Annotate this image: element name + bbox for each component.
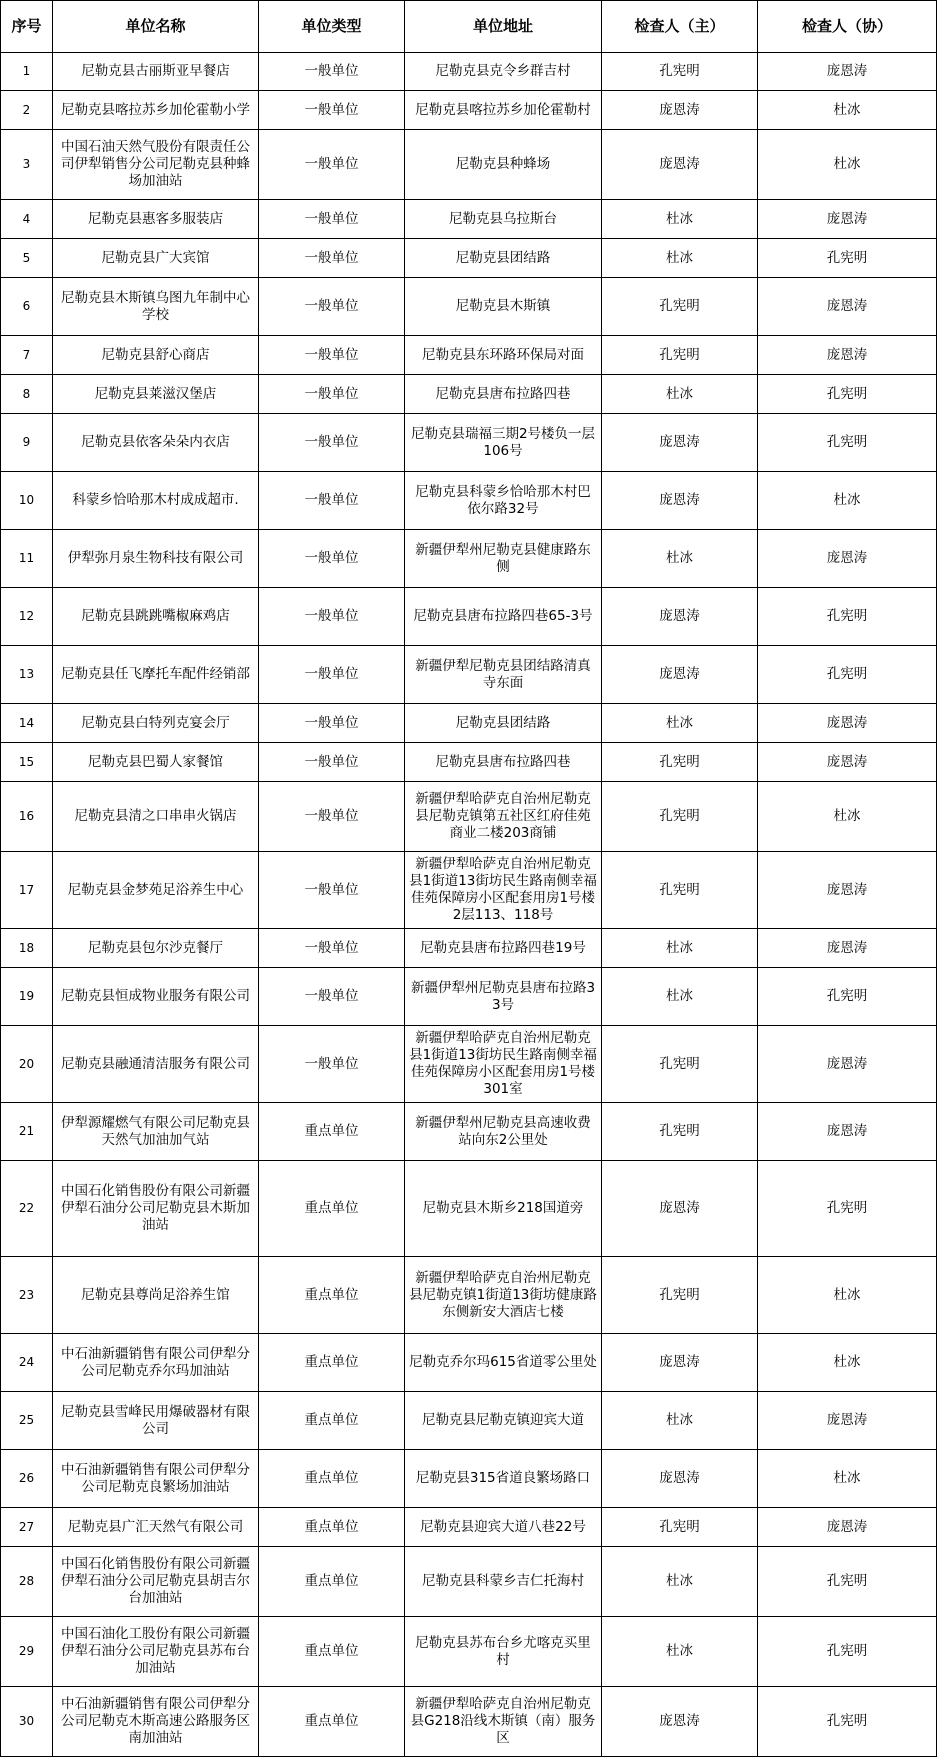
table-row xyxy=(1,375,937,414)
inspector-assist: 杜冰 xyxy=(758,130,937,200)
unit-address: 尼勒克县迎宾大道八巷22号 xyxy=(405,1508,602,1547)
header-inspector-assist: 检查人（协） xyxy=(758,1,937,53)
table-row xyxy=(1,91,937,130)
unit-name: 尼勒克县舒心商店 xyxy=(53,336,259,375)
row-index: 17 xyxy=(1,852,53,929)
table-row xyxy=(1,414,937,472)
unit-type: 一般单位 xyxy=(259,278,405,336)
inspector-main: 杜冰 xyxy=(602,530,758,588)
table-row xyxy=(1,852,937,929)
unit-type: 一般单位 xyxy=(259,53,405,91)
unit-address: 新疆伊犁哈萨克自治州尼勒克县尼勒克镇1街道13街坊健康路东侧新安大酒店七楼 xyxy=(405,1257,602,1334)
inspector-assist: 杜冰 xyxy=(758,472,937,530)
unit-name: 伊犁源耀燃气有限公司尼勒克县天然气加油加气站 xyxy=(53,1103,259,1161)
row-index: 12 xyxy=(1,588,53,646)
inspector-assist: 庞恩涛 xyxy=(758,704,937,743)
inspector-main: 杜冰 xyxy=(602,375,758,414)
inspector-main: 孔宪明 xyxy=(602,278,758,336)
inspector-main: 孔宪明 xyxy=(602,53,758,91)
table-row xyxy=(1,200,937,239)
unit-address: 尼勒克县唐布拉路四巷 xyxy=(405,375,602,414)
unit-address: 新疆伊犁哈萨克自治州尼勒克县1街道13街坊民生路南侧幸福佳苑保障房小区配套用房1号楼2层113、118号 xyxy=(405,852,602,929)
unit-type: 一般单位 xyxy=(259,414,405,472)
unit-type: 一般单位 xyxy=(259,130,405,200)
header-inspector-main: 检查人（主） xyxy=(602,1,758,53)
inspector-main: 孔宪明 xyxy=(602,1026,758,1103)
table-row xyxy=(1,588,937,646)
inspector-assist: 庞恩涛 xyxy=(758,336,937,375)
inspector-assist: 庞恩涛 xyxy=(758,278,937,336)
unit-type: 重点单位 xyxy=(259,1334,405,1392)
inspector-main: 庞恩涛 xyxy=(602,1161,758,1257)
unit-address: 尼勒克县团结路 xyxy=(405,239,602,278)
unit-address: 尼勒克县团结路 xyxy=(405,704,602,743)
row-index: 30 xyxy=(1,1687,53,1757)
inspector-main: 庞恩涛 xyxy=(602,1450,758,1508)
header-row xyxy=(1,1,937,53)
unit-type: 一般单位 xyxy=(259,704,405,743)
unit-type: 一般单位 xyxy=(259,91,405,130)
row-index: 28 xyxy=(1,1547,53,1617)
table-row xyxy=(1,278,937,336)
unit-address: 尼勒克县喀拉苏乡加伦霍勒村 xyxy=(405,91,602,130)
inspector-assist: 孔宪明 xyxy=(758,414,937,472)
table-row xyxy=(1,1617,937,1687)
inspector-assist: 庞恩涛 xyxy=(758,53,937,91)
row-index: 6 xyxy=(1,278,53,336)
unit-name: 尼勒克县广大宾馆 xyxy=(53,239,259,278)
inspector-assist: 杜冰 xyxy=(758,782,937,852)
unit-address: 尼勒克县尼勒克镇迎宾大道 xyxy=(405,1392,602,1450)
row-index: 15 xyxy=(1,743,53,782)
inspector-assist: 孔宪明 xyxy=(758,375,937,414)
inspector-main: 孔宪明 xyxy=(602,336,758,375)
row-index: 24 xyxy=(1,1334,53,1392)
inspector-assist: 杜冰 xyxy=(758,1257,937,1334)
table-row xyxy=(1,1103,937,1161)
inspector-main: 孔宪明 xyxy=(602,782,758,852)
table-row xyxy=(1,968,937,1026)
inspector-main: 杜冰 xyxy=(602,929,758,968)
unit-type: 一般单位 xyxy=(259,1026,405,1103)
unit-address: 尼勒克县科蒙乡恰哈那木村巴依尔路32号 xyxy=(405,472,602,530)
table-row xyxy=(1,530,937,588)
row-index: 23 xyxy=(1,1257,53,1334)
inspector-assist: 庞恩涛 xyxy=(758,743,937,782)
unit-address: 新疆伊犁州尼勒克县唐布拉路33号 xyxy=(405,968,602,1026)
row-index: 21 xyxy=(1,1103,53,1161)
unit-type: 一般单位 xyxy=(259,588,405,646)
row-index: 10 xyxy=(1,472,53,530)
row-index: 9 xyxy=(1,414,53,472)
header-unit-address: 单位地址 xyxy=(405,1,602,53)
unit-address: 新疆伊犁哈萨克自治州尼勒克县1街道13街坊民生路南侧幸福佳苑保障房小区配套用房1号楼301室 xyxy=(405,1026,602,1103)
unit-type: 重点单位 xyxy=(259,1687,405,1757)
unit-type: 重点单位 xyxy=(259,1161,405,1257)
inspector-assist: 孔宪明 xyxy=(758,1617,937,1687)
table-row xyxy=(1,1161,937,1257)
unit-name: 中国石化销售股份有限公司新疆伊犁石油分公司尼勒克县木斯加油站 xyxy=(53,1161,259,1257)
table-row xyxy=(1,782,937,852)
unit-address: 尼勒克县唐布拉路四巷 xyxy=(405,743,602,782)
unit-name: 尼勒克县融通清洁服务有限公司 xyxy=(53,1026,259,1103)
table-row xyxy=(1,646,937,704)
unit-name: 中石油新疆销售有限公司伊犁分公司尼勒克木斯高速公路服务区南加油站 xyxy=(53,1687,259,1757)
table-row xyxy=(1,1392,937,1450)
unit-type: 重点单位 xyxy=(259,1392,405,1450)
row-index: 27 xyxy=(1,1508,53,1547)
unit-address: 新疆伊犁州尼勒克县高速收费站向东2公里处 xyxy=(405,1103,602,1161)
row-index: 20 xyxy=(1,1026,53,1103)
unit-name: 尼勒克县包尔沙克餐厅 xyxy=(53,929,259,968)
inspector-assist: 杜冰 xyxy=(758,91,937,130)
inspector-assist: 庞恩涛 xyxy=(758,929,937,968)
inspector-assist: 庞恩涛 xyxy=(758,1392,937,1450)
table-row xyxy=(1,743,937,782)
unit-address: 尼勒克县东环路环保局对面 xyxy=(405,336,602,375)
table-body xyxy=(1,53,937,1757)
unit-name: 尼勒克县广汇天然气有限公司 xyxy=(53,1508,259,1547)
inspector-assist: 庞恩涛 xyxy=(758,1508,937,1547)
row-index: 18 xyxy=(1,929,53,968)
inspector-assist: 孔宪明 xyxy=(758,1161,937,1257)
inspector-main: 杜冰 xyxy=(602,1547,758,1617)
inspector-assist: 庞恩涛 xyxy=(758,200,937,239)
unit-address: 新疆伊犁州尼勒克县健康路东侧 xyxy=(405,530,602,588)
row-index: 4 xyxy=(1,200,53,239)
unit-address: 尼勒克县种蜂场 xyxy=(405,130,602,200)
row-index: 22 xyxy=(1,1161,53,1257)
table-row xyxy=(1,1508,937,1547)
table-row xyxy=(1,704,937,743)
inspector-main: 孔宪明 xyxy=(602,1103,758,1161)
unit-name: 中国石油化工股份有限公司新疆伊犁石油分公司尼勒克县苏布台加油站 xyxy=(53,1617,259,1687)
unit-address: 尼勒克县克令乡群吉村 xyxy=(405,53,602,91)
inspector-main: 庞恩涛 xyxy=(602,91,758,130)
unit-name: 伊犁弥月泉生物科技有限公司 xyxy=(53,530,259,588)
table-row xyxy=(1,1026,937,1103)
table-row xyxy=(1,1547,937,1617)
unit-type: 一般单位 xyxy=(259,530,405,588)
inspector-main: 杜冰 xyxy=(602,239,758,278)
row-index: 29 xyxy=(1,1617,53,1687)
unit-name: 尼勒克县恒成物业服务有限公司 xyxy=(53,968,259,1026)
inspector-main: 庞恩涛 xyxy=(602,130,758,200)
unit-name: 尼勒克县巴蜀人家餐馆 xyxy=(53,743,259,782)
inspector-assist: 杜冰 xyxy=(758,1450,937,1508)
unit-name: 尼勒克县白特列克宴会厅 xyxy=(53,704,259,743)
unit-name: 中石油新疆销售有限公司伊犁分公司尼勒克乔尔玛加油站 xyxy=(53,1334,259,1392)
inspector-main: 孔宪明 xyxy=(602,1257,758,1334)
unit-type: 一般单位 xyxy=(259,852,405,929)
inspector-main: 庞恩涛 xyxy=(602,1334,758,1392)
row-index: 8 xyxy=(1,375,53,414)
table-row xyxy=(1,929,937,968)
table-row xyxy=(1,239,937,278)
inspector-assist: 孔宪明 xyxy=(758,588,937,646)
table-row xyxy=(1,472,937,530)
inspector-main: 杜冰 xyxy=(602,1392,758,1450)
unit-name: 尼勒克县喀拉苏乡加伦霍勒小学 xyxy=(53,91,259,130)
unit-type: 一般单位 xyxy=(259,375,405,414)
header-unit-type: 单位类型 xyxy=(259,1,405,53)
unit-address: 新疆伊犁尼勒克县团结路清真寺东面 xyxy=(405,646,602,704)
inspector-main: 孔宪明 xyxy=(602,852,758,929)
table-row xyxy=(1,336,937,375)
row-index: 13 xyxy=(1,646,53,704)
table-row xyxy=(1,53,937,91)
inspector-main: 杜冰 xyxy=(602,968,758,1026)
unit-name: 中石油新疆销售有限公司伊犁分公司尼勒克良繁场加油站 xyxy=(53,1450,259,1508)
table-row xyxy=(1,1450,937,1508)
inspector-assist: 杜冰 xyxy=(758,1334,937,1392)
unit-name: 尼勒克县雪峰民用爆破器材有限公司 xyxy=(53,1392,259,1450)
unit-type: 重点单位 xyxy=(259,1450,405,1508)
unit-name: 尼勒克县尊尚足浴养生馆 xyxy=(53,1257,259,1334)
row-index: 7 xyxy=(1,336,53,375)
unit-type: 重点单位 xyxy=(259,1103,405,1161)
table-row xyxy=(1,130,937,200)
unit-type: 重点单位 xyxy=(259,1257,405,1334)
unit-type: 一般单位 xyxy=(259,336,405,375)
unit-address: 新疆伊犁哈萨克自治州尼勒克县G218沿线木斯镇（南）服务区 xyxy=(405,1687,602,1757)
unit-name: 尼勒克县依客朵朵内衣店 xyxy=(53,414,259,472)
header-unit-name: 单位名称 xyxy=(53,1,259,53)
header-index: 序号 xyxy=(1,1,53,53)
unit-address: 尼勒克县乌拉斯台 xyxy=(405,200,602,239)
unit-address: 新疆伊犁哈萨克自治州尼勒克县尼勒克镇第五社区红府佳苑商业二楼203商铺 xyxy=(405,782,602,852)
row-index: 2 xyxy=(1,91,53,130)
inspector-main: 庞恩涛 xyxy=(602,1687,758,1757)
row-index: 14 xyxy=(1,704,53,743)
unit-type: 一般单位 xyxy=(259,646,405,704)
inspector-assist: 孔宪明 xyxy=(758,1547,937,1617)
inspector-assist: 庞恩涛 xyxy=(758,1026,937,1103)
row-index: 26 xyxy=(1,1450,53,1508)
table-row xyxy=(1,1334,937,1392)
inspector-main: 庞恩涛 xyxy=(602,588,758,646)
unit-name: 中国石油天然气股份有限责任公司伊犁销售分公司尼勒克县种蜂场加油站 xyxy=(53,130,259,200)
row-index: 3 xyxy=(1,130,53,200)
table-row xyxy=(1,1687,937,1757)
inspector-assist: 庞恩涛 xyxy=(758,1103,937,1161)
inspector-assist: 孔宪明 xyxy=(758,239,937,278)
unit-type: 重点单位 xyxy=(259,1547,405,1617)
unit-name: 尼勒克县金梦苑足浴养生中心 xyxy=(53,852,259,929)
unit-address: 尼勒克县唐布拉路四巷19号 xyxy=(405,929,602,968)
row-index: 5 xyxy=(1,239,53,278)
unit-name: 尼勒克县清之口串串火锅店 xyxy=(53,782,259,852)
row-index: 25 xyxy=(1,1392,53,1450)
unit-address: 尼勒克县315省道良繁场路口 xyxy=(405,1450,602,1508)
unit-name: 科蒙乡恰哈那木村成成超市. xyxy=(53,472,259,530)
unit-address: 尼勒克县瑞福三期2号楼负一层106号 xyxy=(405,414,602,472)
unit-type: 一般单位 xyxy=(259,472,405,530)
unit-type: 一般单位 xyxy=(259,743,405,782)
unit-address: 尼勒克县木斯镇 xyxy=(405,278,602,336)
unit-name: 中国石化销售股份有限公司新疆伊犁石油分公司尼勒克县胡吉尔台加油站 xyxy=(53,1547,259,1617)
unit-name: 尼勒克县莱滋汉堡店 xyxy=(53,375,259,414)
unit-type: 一般单位 xyxy=(259,929,405,968)
unit-type: 重点单位 xyxy=(259,1617,405,1687)
unit-name: 尼勒克县木斯镇乌图九年制中心学校 xyxy=(53,278,259,336)
unit-type: 一般单位 xyxy=(259,200,405,239)
inspector-main: 庞恩涛 xyxy=(602,472,758,530)
unit-type: 一般单位 xyxy=(259,239,405,278)
inspector-assist: 庞恩涛 xyxy=(758,530,937,588)
inspector-main: 庞恩涛 xyxy=(602,414,758,472)
inspector-main: 孔宪明 xyxy=(602,1508,758,1547)
unit-name: 尼勒克县跳跳嘴椒麻鸡店 xyxy=(53,588,259,646)
unit-address: 尼勒克县苏布台乡尤喀克买里村 xyxy=(405,1617,602,1687)
table-row xyxy=(1,1257,937,1334)
inspector-main: 杜冰 xyxy=(602,704,758,743)
inspector-main: 庞恩涛 xyxy=(602,646,758,704)
unit-type: 一般单位 xyxy=(259,782,405,852)
unit-address: 尼勒克乔尔玛615省道零公里处 xyxy=(405,1334,602,1392)
unit-type: 一般单位 xyxy=(259,968,405,1026)
inspector-main: 杜冰 xyxy=(602,200,758,239)
inspector-assist: 孔宪明 xyxy=(758,1687,937,1757)
row-index: 11 xyxy=(1,530,53,588)
row-index: 19 xyxy=(1,968,53,1026)
unit-type: 重点单位 xyxy=(259,1508,405,1547)
unit-address: 尼勒克县科蒙乡吉仁托海村 xyxy=(405,1547,602,1617)
unit-name: 尼勒克县任飞摩托车配件经销部 xyxy=(53,646,259,704)
unit-address: 尼勒克县木斯乡218国道旁 xyxy=(405,1161,602,1257)
inspector-assist: 孔宪明 xyxy=(758,968,937,1026)
unit-name: 尼勒克县古丽斯亚早餐店 xyxy=(53,53,259,91)
unit-address: 尼勒克县唐布拉路四巷65-3号 xyxy=(405,588,602,646)
row-index: 16 xyxy=(1,782,53,852)
inspector-main: 杜冰 xyxy=(602,1617,758,1687)
inspector-assist: 庞恩涛 xyxy=(758,852,937,929)
row-index: 1 xyxy=(1,53,53,91)
unit-name: 尼勒克县惠客多服装店 xyxy=(53,200,259,239)
inspector-main: 孔宪明 xyxy=(602,743,758,782)
inspector-assist: 孔宪明 xyxy=(758,646,937,704)
